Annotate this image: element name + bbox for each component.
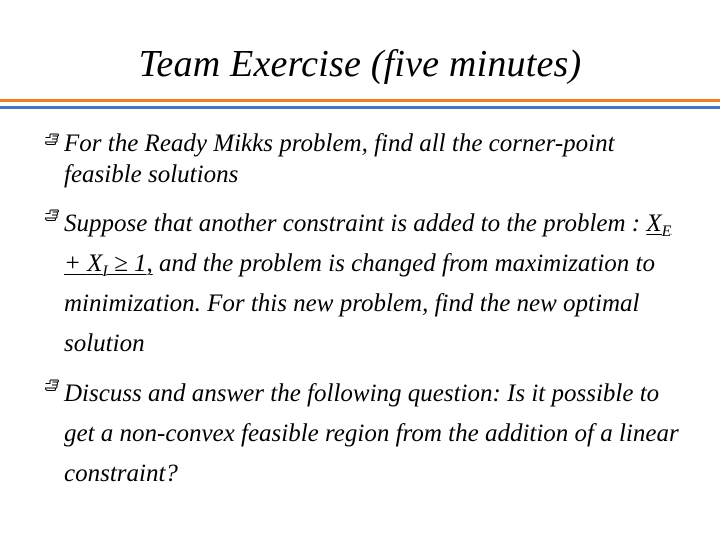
bullet-item-discussion-question [44,374,684,494]
pointing-hand-icon [44,378,60,400]
bullet-text-before: Suppose that another constraint is added to the problem : [64,210,647,237]
bullet-text: Discuss and answer the following question: Is it possible to get a non-convex feasible region from the addition of a linear constraint? [64,380,679,487]
title-divider-orange [0,99,720,102]
title-divider-blue [0,106,720,109]
pointing-hand-icon [44,132,60,154]
slide-title: Team Exercise (five minutes) [138,43,582,85]
formula-plus: + [64,250,88,277]
bullet-item-new-constraint [44,204,684,364]
bullet-list [44,128,684,494]
bullet-text-after: and the problem is changed from maximization to minimization. For this new problem, find the new optimal solution [64,250,655,357]
bullet-text: For the Ready Mikks problem, find all the corner-point feasible solutions [64,130,615,188]
formula-var-x: X [87,250,103,277]
formula-relation: ≥ 1, [107,250,153,277]
formula-subscript-i: I [102,263,108,280]
pointing-hand-icon [44,208,60,230]
formula-subscript-e: E [661,223,672,240]
formula-var-x: X [646,210,662,237]
bullet-item-corner-points [44,128,684,190]
